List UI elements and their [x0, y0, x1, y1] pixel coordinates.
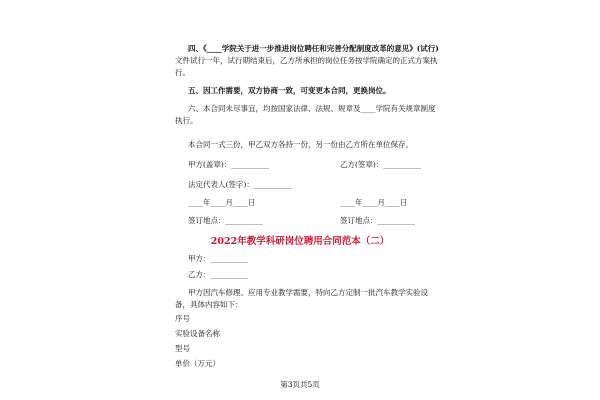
- list-item-number: 序号: [175, 314, 190, 323]
- section-title: 2022年教学科研岗位聘用合同范本（二）: [210, 236, 390, 247]
- party-a-line: 甲方：__________: [188, 254, 248, 263]
- intro-line-2: 备，具体内容如下：: [175, 300, 243, 309]
- clause-5: 五、因工作需要，双方协商一致，可变更本合同，更换岗位。: [188, 86, 391, 95]
- signing-place-b: 签订地点：__________: [340, 216, 415, 225]
- party-a-seal: 甲方(盖章)：__________: [188, 160, 269, 169]
- clause-4-line-3: 行。: [175, 68, 190, 77]
- date-party-a: ____年____月____日: [188, 198, 256, 207]
- list-item-unit-price: 单价（万元）: [175, 359, 220, 368]
- date-party-b: ____年____月____日: [340, 198, 408, 207]
- clause-4-line-1: 四、《____学院关于进一步推进岗位聘任和完善分配制度改革的意见》(试行): [188, 44, 439, 53]
- signing-place-a: 签订地点：__________: [188, 216, 263, 225]
- page-number: 第3页共5页: [280, 380, 320, 389]
- copies-clause: 本合同一式三份，甲乙双方各持一份，另一份由乙方所在单位保存。: [188, 140, 413, 149]
- clause-6-line-1: 六、本合同未尽事宜，均按国家法律、法规、规章及____学院有关规章制度: [188, 104, 436, 113]
- party-b-line: 乙方：__________: [188, 270, 248, 279]
- list-item-model: 型号: [175, 344, 190, 353]
- intro-line-1: 甲方因汽车修理、应用专业教学需要，特向乙方定制一批汽车教学实验设: [188, 288, 428, 297]
- clause-6-line-2: 执行。: [175, 116, 198, 125]
- party-b-seal: 乙方(签章)：__________: [340, 160, 421, 169]
- legal-rep-signature: 法定代表人(签字)：__________: [188, 180, 292, 189]
- clause-4-line-2: 文件试行一年，试行期结束后，乙方所承担的岗位任务按学院确定的正式方案执: [175, 56, 438, 65]
- list-item-equipment-name: 实验设备名称: [175, 329, 220, 338]
